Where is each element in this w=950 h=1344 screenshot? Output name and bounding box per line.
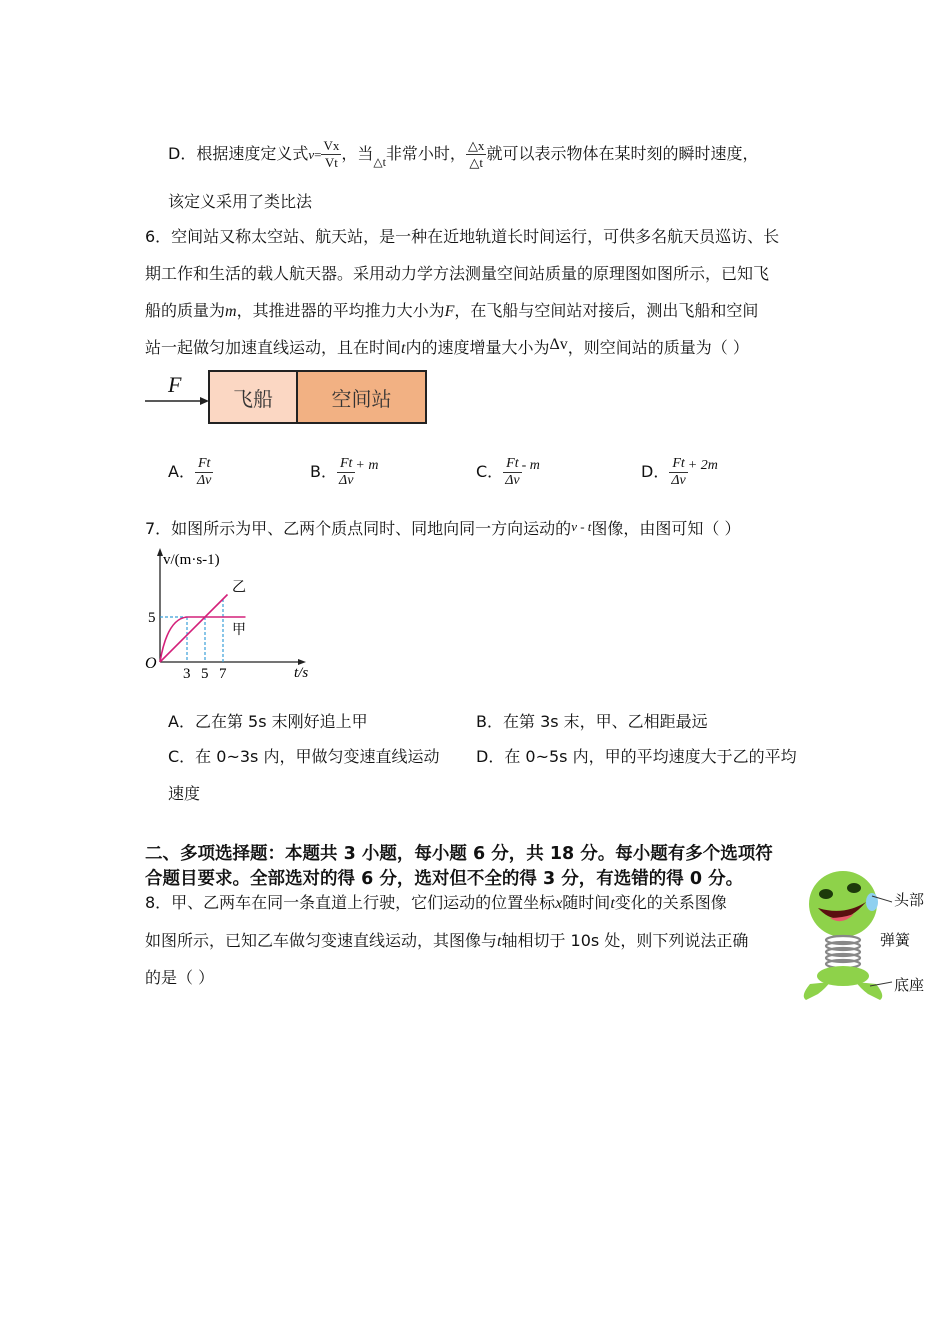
- x-tick-label-3: 3: [183, 666, 191, 682]
- vt-chart: [140, 545, 330, 685]
- q5d-prefix: D．根据速度定义式: [168, 144, 309, 163]
- q5d-suffix: 就可以表示物体在某时刻的瞬时速度，: [486, 144, 759, 163]
- small-dt: △t: [373, 155, 386, 169]
- q6-option-a: A． $\frac{Ft}{\Delta v}$: [168, 456, 212, 488]
- q7-stem: 7．如图所示为甲、乙两个质点同时、同地向同一方向运动的v - t图像，由图可知（ ）: [145, 519, 741, 538]
- y-axis-label: v/(m·s-1): [163, 552, 220, 568]
- q6-option-c: C． $\frac{Ft}{\Delta v}$ - m: [476, 456, 540, 488]
- q5-option-d-line1: [168, 138, 758, 171]
- q5d-mid2: 非常小时，: [385, 144, 466, 163]
- toy-tear: [866, 893, 878, 911]
- formula-eq: =: [314, 147, 322, 162]
- q7-option-d-cont: 速度: [168, 784, 201, 803]
- x-axis-label: t/s: [294, 665, 309, 681]
- section2-line2: 合题目要求。全部选对的得 6 分，选对但不全的得 3 分，有选错的得 0 分。: [145, 869, 744, 889]
- section2-line1: 二、多项选择题：本题共 3 小题，每小题 6 分，共 18 分。每小题有多个选项符: [145, 844, 773, 864]
- toy-eye-right: [847, 883, 861, 893]
- q6-line3: 船的质量为m，其推进器的平均推力大小为F，在飞船与空间站对接后，测出飞船和空间: [145, 301, 759, 320]
- force-label: F: [168, 372, 182, 397]
- series-jia-label: 甲: [232, 622, 246, 638]
- q6-line1: 6．空间站又称太空站、航天站，是一种在近地轨道长时间运行，可供多名航天员巡访、长: [145, 227, 780, 246]
- spring-toy-illustration: [796, 866, 950, 1006]
- q7-option-d: D．在 0~5s 内，甲的平均速度大于乙的平均: [476, 747, 797, 766]
- q5-option-d-line2: 该定义采用了类比法: [168, 192, 313, 211]
- toy-spring: [826, 936, 860, 968]
- q6-option-b: B． $\frac{Ft}{\Delta v}$ + m: [310, 456, 379, 488]
- q7-option-c: C．在 0~3s 内，甲做匀变速直线运动: [168, 747, 440, 766]
- x-tick-label-5: 5: [201, 666, 209, 682]
- dx-dt-fraction: $\frac{\triangle x}{\triangle t}$: [467, 138, 485, 170]
- q6-option-d: D． $\frac{Ft}{\Delta v}$ + 2m: [641, 456, 718, 488]
- spaceship-box: [208, 370, 298, 424]
- q8-line3: 的是（ ）: [145, 968, 215, 987]
- formula-fraction: $\frac{Vx}{Vt}$: [323, 138, 340, 170]
- q8-line2: 如图所示，已知乙车做匀变速直线运动，其图像与t轴相切于 10s 处，则下列说法正确: [145, 931, 749, 950]
- spaceship-label: 飞船: [233, 386, 273, 411]
- formula-v: v: [308, 147, 315, 162]
- origin-label: O: [145, 655, 157, 672]
- toy-eye-left: [819, 889, 833, 899]
- q6-line4: 站一起做匀加速直线运动，且在时间t内的速度增量大小为Δv，则空间站的质量为（ ）: [145, 336, 749, 357]
- toy-base-label: 底座: [894, 976, 925, 994]
- x-tick-label-7: 7: [219, 666, 227, 682]
- q6-line2: 期工作和生活的载人航天器。采用动力学方法测量空间站质量的原理图如图所示，已知飞: [145, 264, 770, 283]
- q5d-mid1: ，当: [341, 144, 374, 163]
- y-tick-label-5: 5: [148, 610, 156, 626]
- toy-spring-label: 弹簧: [880, 931, 911, 949]
- series-yi-label: 乙: [232, 579, 246, 596]
- space-station-label: 空间站: [331, 386, 392, 411]
- space-station-box: [296, 370, 427, 424]
- q7-option-a: A．乙在第 5s 末刚好追上甲: [168, 712, 368, 731]
- q7-option-b: B．在第 3s 末，甲、乙相距最远: [476, 712, 708, 731]
- q8-line1: 8．甲、乙两车在同一条直道上行驶，它们运动的位置坐标x随时间t变化的关系图像: [145, 893, 727, 912]
- force-arrow: [145, 393, 211, 409]
- toy-head-label: 头部: [894, 891, 925, 909]
